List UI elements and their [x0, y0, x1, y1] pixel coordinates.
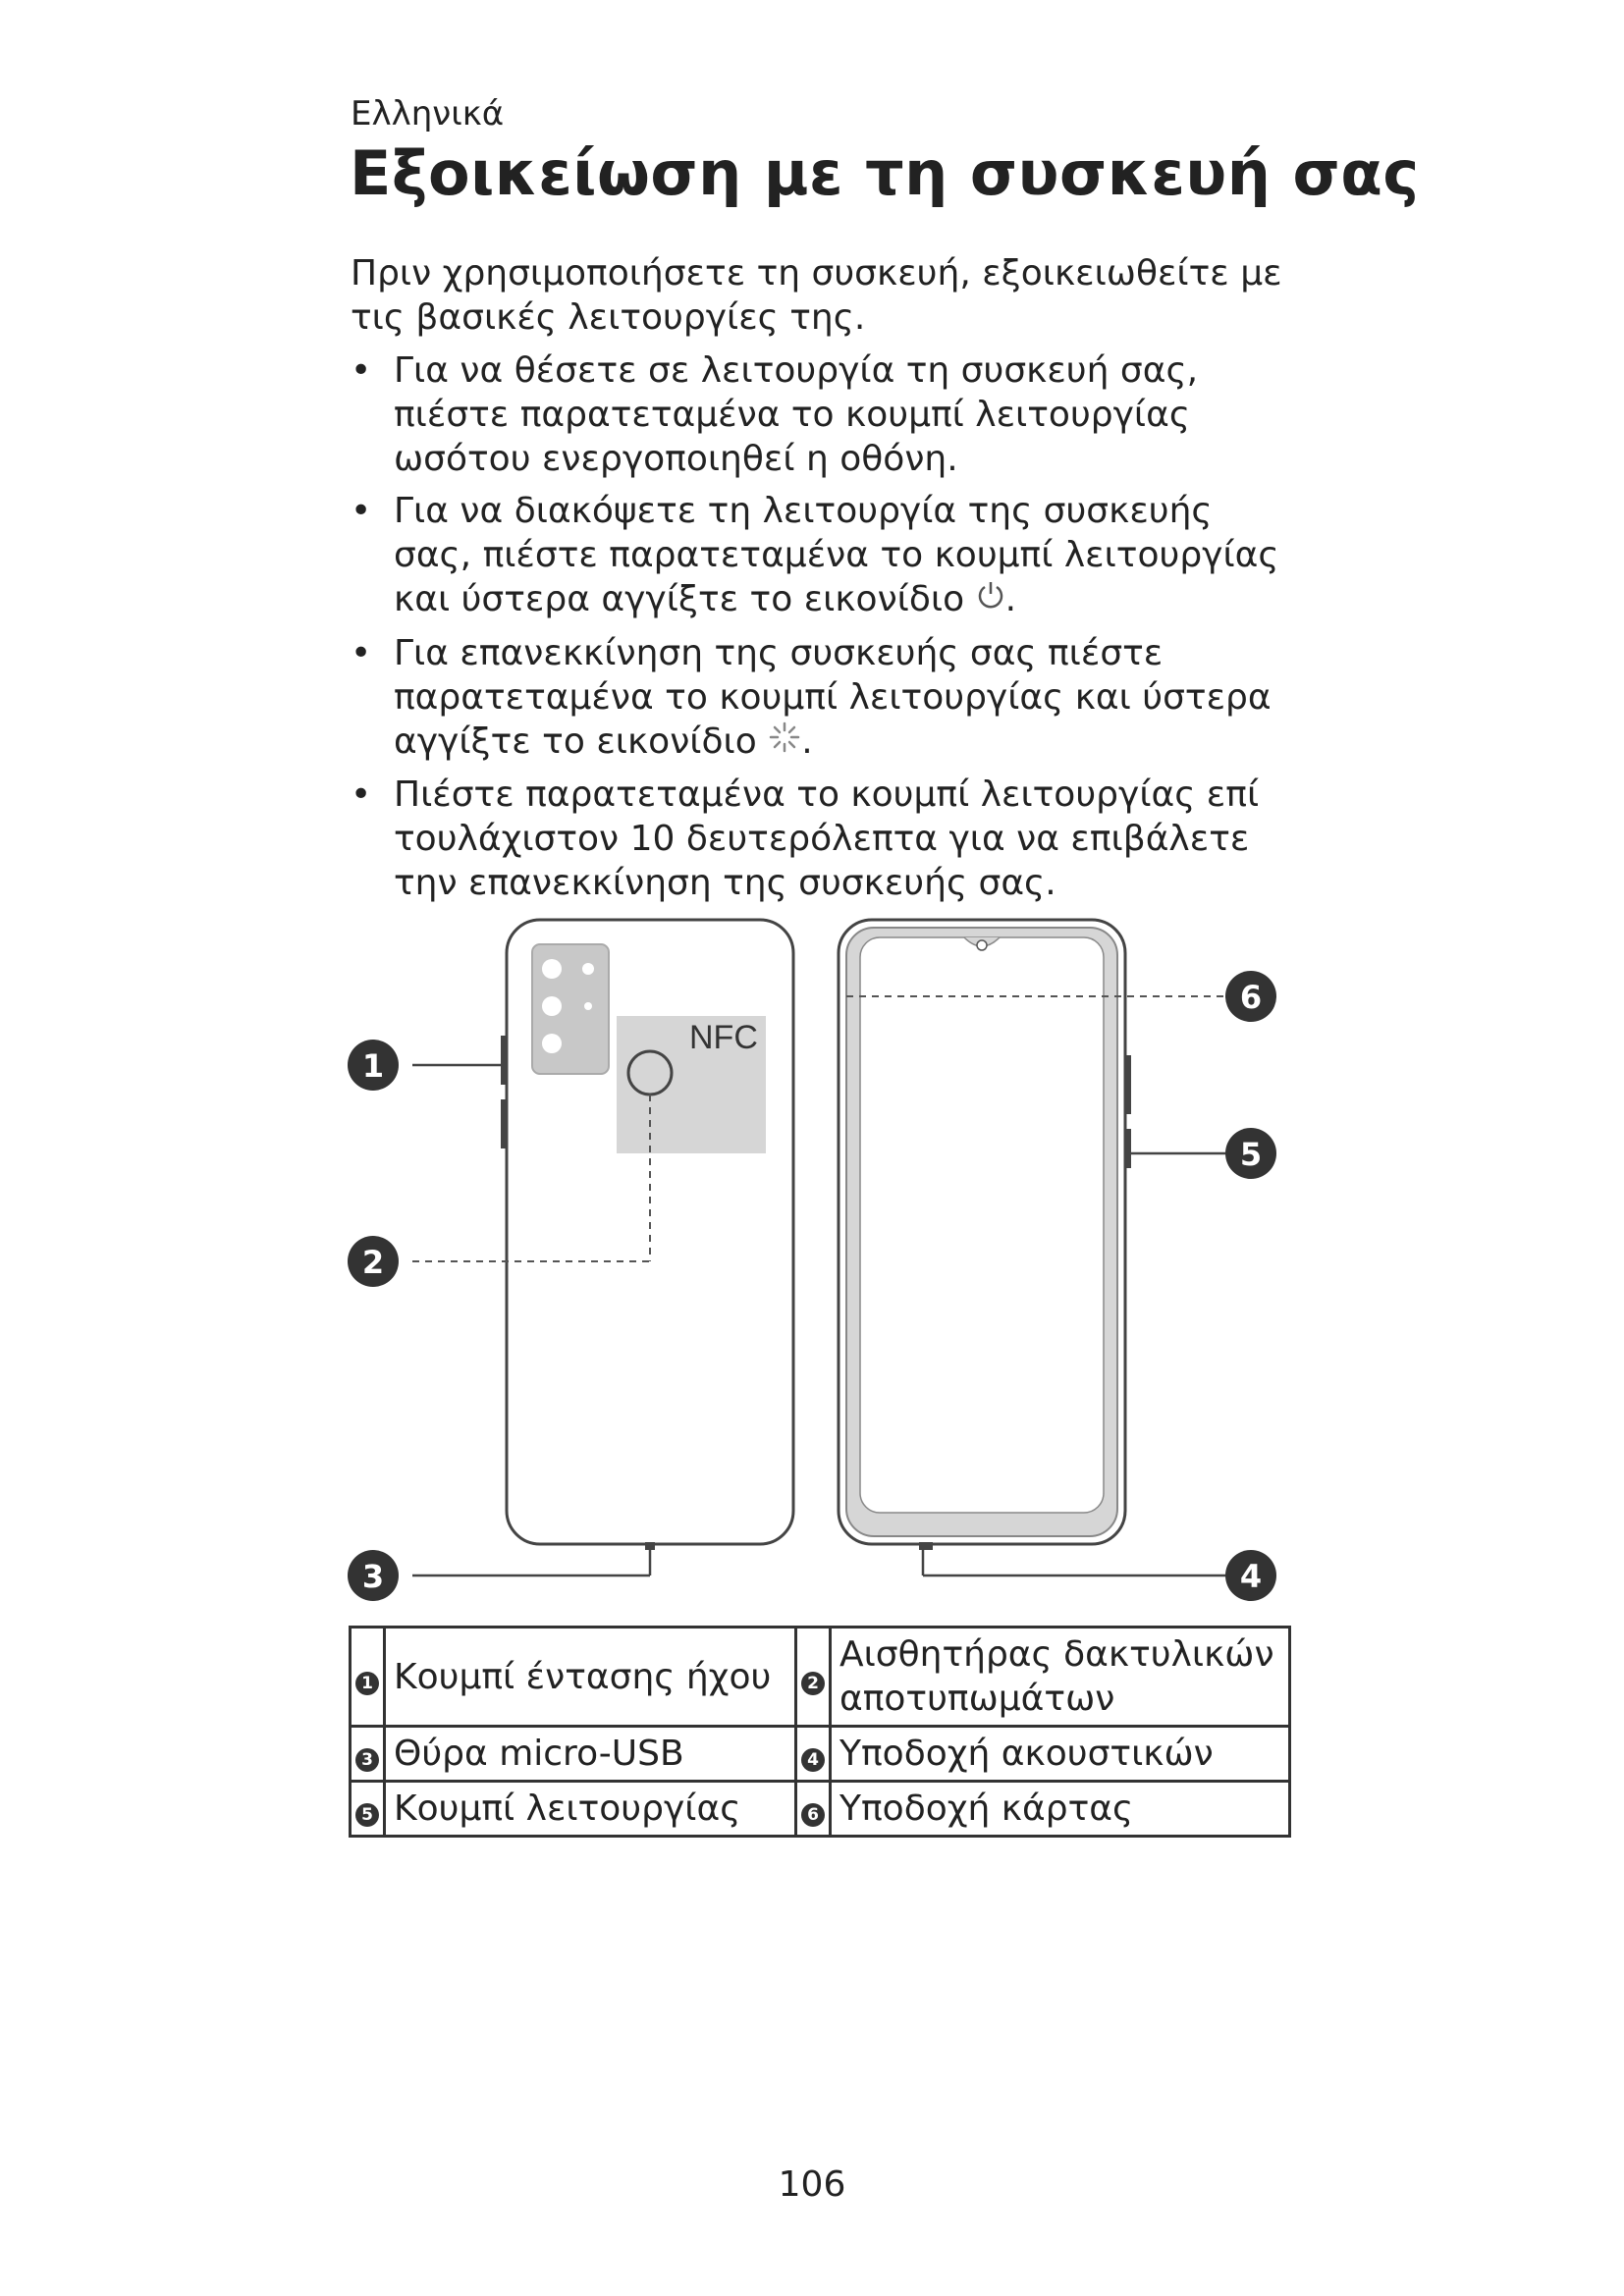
legend-num-cell: [351, 1727, 385, 1782]
legend-label: Υποδοχή ακουστικών: [831, 1727, 1290, 1782]
callout-3: [348, 1550, 399, 1601]
page-title: Εξοικείωση με τη συσκευή σας: [350, 137, 1420, 209]
bullet-marker: •: [351, 350, 372, 391]
bullet-text: Για επανεκκίνηση της συσκευής σας πιέστε παρατεταμένα το κουμπί λειτουργίας και ύστερα αγγίξτε το εικονίδιο: [394, 632, 1272, 762]
legend-num-cell: [796, 1727, 831, 1782]
legend-label: Κουμπί λειτουργίας: [385, 1782, 796, 1837]
callout-number: 5: [1239, 1136, 1263, 1173]
bullet-power-on: [351, 348, 1293, 481]
bullet-force-restart: [351, 773, 1293, 905]
legend-label: Κουμπί έντασης ήχου: [385, 1628, 796, 1727]
bullet-restart: [351, 631, 1293, 766]
legend-row: [351, 1628, 1290, 1727]
phone-front: [839, 920, 1131, 1550]
bullet-marker: •: [351, 632, 372, 673]
bullet-period: .: [1004, 579, 1017, 619]
nfc-label: NFC: [689, 1019, 758, 1056]
legend-badge: 3: [355, 1748, 379, 1772]
bullet-marker: •: [351, 491, 372, 531]
legend-badge: 6: [801, 1803, 825, 1827]
instructions: [351, 251, 1293, 913]
restart-icon: [768, 721, 801, 765]
callout-2: [348, 1236, 399, 1287]
legend-label: Θύρα micro-USB: [385, 1727, 796, 1782]
legend-label: Υποδοχή κάρτας: [831, 1782, 1290, 1837]
callout-number: 2: [361, 1244, 385, 1281]
legend-num-cell: [351, 1628, 385, 1727]
legend-badge: 1: [355, 1672, 379, 1695]
bullet-marker: •: [351, 774, 372, 815]
legend-row: [351, 1782, 1290, 1837]
bullet-text: Πιέστε παρατεταμένα το κουμπί λειτουργίας επί τουλάχιστον 10 δευτερόλεπτα για να επιβάλετε την επανεκκίνηση της συσκευής σας.: [394, 774, 1260, 903]
callout-number: 3: [361, 1558, 385, 1595]
callout-number: 6: [1239, 979, 1263, 1016]
legend-table: [349, 1626, 1291, 1838]
legend-num-cell: [796, 1628, 831, 1727]
legend-num-cell: [351, 1782, 385, 1837]
callout-4: [1225, 1550, 1276, 1601]
language-label: Ελληνικά: [351, 94, 505, 133]
callout-6: [1225, 971, 1276, 1022]
bullet-period: .: [801, 721, 813, 762]
callout-number: 1: [361, 1047, 385, 1085]
callout-1: [348, 1040, 399, 1091]
legend-badge: 4: [801, 1748, 825, 1772]
page-number: 106: [778, 2164, 846, 2205]
phone-back: [501, 920, 793, 1550]
legend-row: [351, 1727, 1290, 1782]
bullet-text: Για να διακόψετε τη λειτουργία της συσκευής σας, πιέστε παρατεταμένα το κουμπί λειτουργίας και ύστερα αγγίξτε το εικονίδιο: [394, 491, 1279, 619]
legend-badge: 5: [355, 1803, 379, 1827]
intro-paragraph: Πριν χρησιμοποιήσετε τη συσκευή, εξοικειωθείτε με τις βασικές λειτουργίες της.: [351, 253, 1282, 338]
legend-num-cell: [796, 1782, 831, 1837]
callout-number: 4: [1239, 1558, 1263, 1595]
callout-5: [1225, 1128, 1276, 1179]
phone-diagram: [334, 908, 1296, 1605]
bullet-text: Για να θέσετε σε λειτουργία τη συσκευή σας, πιέστε παρατεταμένα το κουμπί λειτουργίας ωσότου ενεργοποιηθεί η οθόνη.: [394, 350, 1199, 479]
power-icon: [976, 579, 1005, 623]
legend-badge: 2: [801, 1672, 825, 1695]
legend-label: Αισθητήρας δακτυλικών αποτυπωμάτων: [831, 1628, 1290, 1727]
bullet-power-off: [351, 489, 1293, 623]
